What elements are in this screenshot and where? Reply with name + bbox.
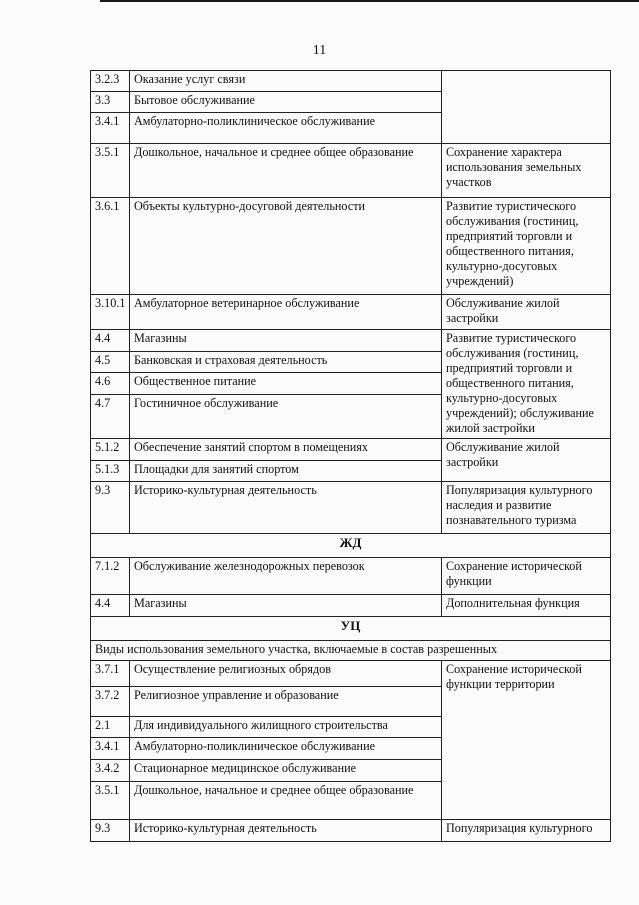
table-row (91, 198, 611, 295)
code-cell: 3.4.2 (91, 760, 130, 782)
name-cell: Магазины (130, 595, 442, 617)
table-row (91, 439, 611, 461)
name-cell: Банковская и страховая деятельность (130, 352, 442, 373)
page-number: 11 (312, 43, 327, 58)
code-cell: 4.5 (91, 352, 130, 373)
zone-header-row (91, 617, 611, 641)
name-cell: Религиозное управление и образование (130, 687, 442, 717)
table-row (91, 330, 611, 352)
code-cell: 3.10.1 (91, 295, 130, 330)
code-cell: 3.6.1 (91, 198, 130, 295)
note-cell (442, 71, 611, 144)
subheader-row (91, 641, 611, 661)
name-cell: Оказание услуг связи (130, 71, 442, 92)
note-cell: Обслуживание жилой застройки (442, 439, 611, 482)
name-cell: Общественное питание (130, 373, 442, 394)
table-row (91, 295, 611, 330)
name-cell: Обслуживание железнодорожных перевозок (130, 558, 442, 595)
code-cell: 4.7 (91, 394, 130, 438)
note-cell: Развитие туристического обслуживания (гостиниц, предприятий торговли и общественного питания, культурно-досуговых учреждений) (442, 198, 611, 295)
zone-title-uc: УЦ (91, 617, 611, 641)
code-cell: 3.4.1 (91, 113, 130, 144)
note-cell: Сохранение характера использования земельных участков (442, 144, 611, 198)
name-cell: Осуществление религиозных обрядов (130, 661, 442, 687)
code-cell: 7.1.2 (91, 558, 130, 595)
table-row (91, 144, 611, 198)
note-cell: Популяризация культурного (442, 820, 611, 842)
table-row (91, 661, 611, 687)
code-cell: 3.2.3 (91, 71, 130, 92)
name-cell: Стационарное медицинское обслуживание (130, 760, 442, 782)
name-cell: Магазины (130, 330, 442, 352)
code-cell: 3.3 (91, 92, 130, 113)
code-cell: 2.1 (91, 717, 130, 738)
note-cell: Популяризация культурного наследия и развитие познавательного туризма (442, 482, 611, 534)
note-cell: Развитие туристического обслуживания (гостиниц, предприятий торговли и общественного питания, культурно-досуговых учреждений); обслуживание жилой застройки (442, 330, 611, 439)
name-cell: Амбулаторно-поликлиническое обслуживание (130, 738, 442, 760)
name-cell: Бытовое обслуживание (130, 92, 442, 113)
zone-subheader: Виды использования земельного участка, включаемые в состав разрешенных (91, 641, 611, 661)
name-cell: Дошкольное, начальное и среднее общее образование (130, 782, 442, 820)
name-cell: Гостиничное обслуживание (130, 394, 442, 438)
land-use-table (90, 70, 611, 842)
table-row (91, 71, 611, 92)
zone-title-zhd: ЖД (91, 534, 611, 558)
scan-edge-line (100, 0, 639, 2)
table-row (91, 820, 611, 842)
code-cell: 9.3 (91, 482, 130, 534)
note-cell: Сохранение исторической функции (442, 558, 611, 595)
code-cell: 4.4 (91, 330, 130, 352)
name-cell: Амбулаторно-поликлиническое обслуживание (130, 113, 442, 144)
name-cell: Амбулаторное ветеринарное обслуживание (130, 295, 442, 330)
name-cell: Обеспечение занятий спортом в помещениях (130, 439, 442, 461)
name-cell: Дошкольное, начальное и среднее общее образование (130, 144, 442, 198)
name-cell: Историко-культурная деятельность (130, 482, 442, 534)
code-cell: 5.1.2 (91, 439, 130, 461)
code-cell: 4.6 (91, 373, 130, 394)
code-cell: 3.7.1 (91, 661, 130, 687)
code-cell: 5.1.3 (91, 461, 130, 482)
table-row (91, 482, 611, 534)
note-cell: Обслуживание жилой застройки (442, 295, 611, 330)
code-cell: 3.4.1 (91, 738, 130, 760)
code-cell: 3.5.1 (91, 144, 130, 198)
code-cell: 4.4 (91, 595, 130, 617)
zone-header-row (91, 534, 611, 558)
code-cell: 9.3 (91, 820, 130, 842)
code-cell: 3.7.2 (91, 687, 130, 717)
name-cell: Объекты культурно-досуговой деятельности (130, 198, 442, 295)
note-cell: Сохранение исторической функции территории (442, 661, 611, 820)
table-row (91, 595, 611, 617)
note-cell: Дополнительная функция (442, 595, 611, 617)
code-cell: 3.5.1 (91, 782, 130, 820)
name-cell: Историко-культурная деятельность (130, 820, 442, 842)
table-row (91, 558, 611, 595)
name-cell: Для индивидуального жилищного строительства (130, 717, 442, 738)
name-cell: Площадки для занятий спортом (130, 461, 442, 482)
